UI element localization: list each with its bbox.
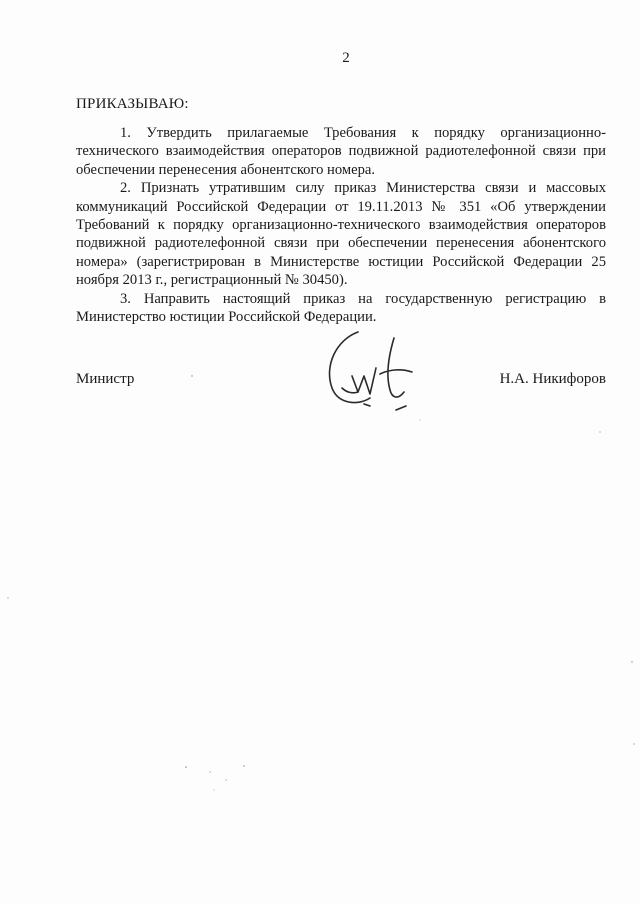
order-body <box>76 124 606 326</box>
signature-icon <box>318 318 428 418</box>
order-paragraph-2: 2. Признать утратившим силу приказ Министерства связи и массовых коммуникаций Российской Федерации от 19.11.2013 № 351 «Об утверждении Требований к порядку организационно-технического взаимодействия операторов подвижной радиотелефонной связи при обеспечении перенесения абонентского номера» (зарегистрирован в Министерстве юстиции Российской Федерации 25 ноября 2013 г., регистрационный № 30450). <box>76 180 606 289</box>
order-paragraph-3: 3. Направить настоящий приказ на государственную регистрацию в Министерство юстиции Российской Федерации. <box>76 290 606 326</box>
signatory-name: Н.А. Никифоров <box>499 371 606 387</box>
order-heading: ПРИКАЗЫВАЮ: <box>76 96 189 112</box>
order-paragraph-1: 1. Утвердить прилагаемые Требования к порядку организационно-технического взаимодействия операторов подвижной радиотелефонной связи при обеспечении перенесения абонентского номера. <box>76 125 606 178</box>
signatory-title: Министр <box>76 371 135 387</box>
page-number: 2 <box>342 50 350 66</box>
